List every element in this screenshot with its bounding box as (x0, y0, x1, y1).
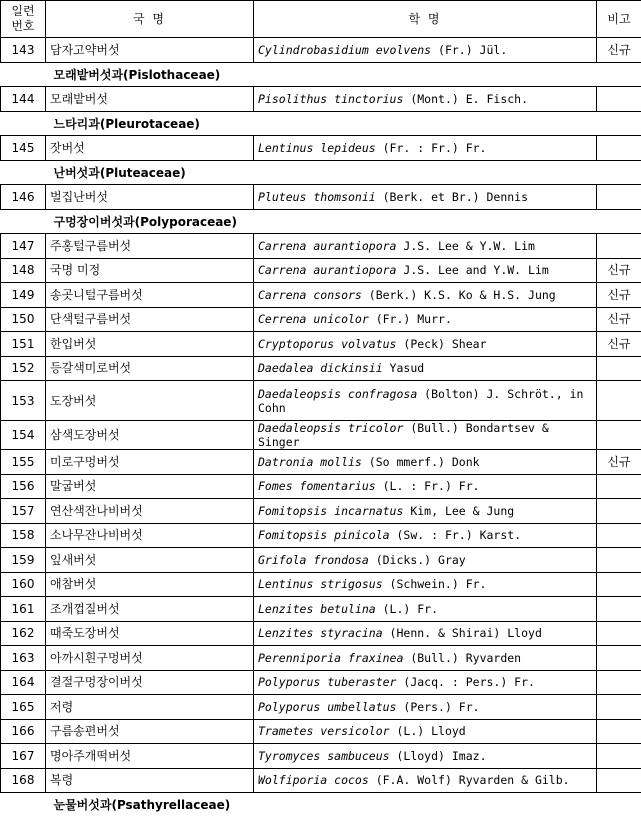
scientific-binomial: Tyromyces sambuceus (258, 748, 390, 763)
scientific-authority: Yasud (382, 361, 425, 376)
scientific-name-cell (254, 283, 597, 308)
scientific-binomial: Cerrena unicolor (258, 312, 369, 327)
scientific-name-cell (254, 381, 597, 421)
scientific-name-cell (254, 744, 597, 769)
korean-name-cell: 명아주개떡버섯 (46, 744, 254, 769)
table-row (1, 646, 641, 671)
serial-number-cell: 150 (1, 307, 46, 332)
scientific-authority: (L.) Lloyd (389, 724, 466, 739)
remarks-cell: 신규 (597, 307, 641, 332)
scientific-name-cell (254, 38, 597, 63)
scientific-binomial: Grifola frondosa (258, 552, 369, 567)
serial-number-cell: 165 (1, 695, 46, 720)
korean-name-cell: 벌집난버섯 (46, 185, 254, 210)
korean-name-cell: 결절구멍장이버섯 (46, 670, 254, 695)
remarks-cell: 신규 (597, 258, 641, 283)
scientific-name-cell (254, 670, 597, 695)
korean-name-cell: 국명 미정 (46, 258, 254, 283)
family-name: 느타리과(Pleurotaceae) (53, 116, 200, 131)
korean-name-cell: 삼색도장버섯 (46, 421, 254, 450)
remarks-cell (597, 185, 641, 210)
remarks-cell (597, 381, 641, 421)
korean-name-cell: 단색털구름버섯 (46, 307, 254, 332)
table-row (1, 258, 641, 283)
scientific-name-cell (254, 450, 597, 475)
scientific-authority: (Jacq. : Pers.) Fr. (396, 675, 535, 690)
korean-name-cell: 복령 (46, 768, 254, 793)
remarks-cell (597, 499, 641, 524)
serial-number-cell: 152 (1, 356, 46, 381)
scientific-binomial: Fomes fomentarius (258, 479, 376, 494)
serial-number-cell: 167 (1, 744, 46, 769)
scientific-binomial: Daedaleopsis confragosa (258, 386, 418, 401)
scientific-binomial: Wolfiporia cocos (258, 773, 369, 788)
korean-name-cell: 잣버섯 (46, 136, 254, 161)
scientific-name-cell (254, 597, 597, 622)
scientific-name-cell (254, 474, 597, 499)
korean-name-cell: 연산색잔나비버섯 (46, 499, 254, 524)
remarks-cell (597, 474, 641, 499)
scientific-binomial: Polyporus tuberaster (258, 675, 397, 690)
remarks-cell (597, 421, 641, 450)
korean-name-cell: 담자고약버섯 (46, 38, 254, 63)
scientific-name-cell (254, 234, 597, 259)
serial-number-cell: 162 (1, 621, 46, 646)
table-row (1, 548, 641, 573)
table-row (1, 234, 641, 259)
remarks-cell: 신규 (597, 283, 641, 308)
remarks-cell (597, 719, 641, 744)
table-row (1, 381, 641, 421)
scientific-authority: (Fr.) Jül. (431, 42, 508, 57)
serial-number-cell: 164 (1, 670, 46, 695)
family-heading-row (1, 793, 641, 817)
family-name: 난버섯과(Pluteaceae) (53, 165, 186, 180)
family-heading-row (1, 209, 641, 234)
serial-number-cell: 145 (1, 136, 46, 161)
korean-name-cell: 소나무잔나비버섯 (46, 523, 254, 548)
scientific-name-cell (254, 719, 597, 744)
remarks-cell (597, 136, 641, 161)
serial-number-cell: 163 (1, 646, 46, 671)
scientific-name-cell (254, 621, 597, 646)
table-row (1, 474, 641, 499)
serial-number-cell: 148 (1, 258, 46, 283)
korean-name-cell: 송곳니털구름버섯 (46, 283, 254, 308)
korean-name-cell: 저령 (46, 695, 254, 720)
scientific-authority: (Sw. : Fr.) Karst. (389, 528, 522, 543)
korean-name-cell: 도장버섯 (46, 381, 254, 421)
scientific-authority: (L. : Fr.) Fr. (375, 479, 480, 494)
serial-number-cell: 143 (1, 38, 46, 63)
serial-number-cell: 166 (1, 719, 46, 744)
scientific-authority: (L.) Fr. (375, 601, 439, 616)
serial-number-cell: 159 (1, 548, 46, 573)
table-row (1, 136, 641, 161)
remarks-cell (597, 87, 641, 112)
remarks-cell (597, 768, 641, 793)
scientific-authority: (Berk. et Br.) Dennis (375, 189, 529, 204)
table-row (1, 621, 641, 646)
serial-number-cell: 157 (1, 499, 46, 524)
scientific-name-cell (254, 572, 597, 597)
table-row (1, 356, 641, 381)
serial-number-cell: 156 (1, 474, 46, 499)
scientific-authority: (Fr.) Murr. (368, 312, 452, 327)
scientific-name-cell (254, 548, 597, 573)
scientific-binomial: Cylindrobasidium evolvens (258, 42, 432, 57)
korean-name-cell: 때죽도장버섯 (46, 621, 254, 646)
table-row (1, 283, 641, 308)
scientific-binomial: Daedalea dickinsii (258, 361, 383, 376)
table-row (1, 185, 641, 210)
family-heading-row (1, 111, 641, 136)
scientific-binomial: Fomitopsis incarnatus (258, 503, 404, 518)
scientific-authority: (Berk.) K.S. Ko & H.S. Jung (361, 287, 556, 302)
scientific-authority: Kim, Lee & Jung (403, 503, 515, 518)
remarks-cell (597, 597, 641, 622)
header-row (1, 1, 641, 38)
family-name: 모래밭버섯과(Pislothaceae) (53, 67, 221, 82)
korean-name-cell: 모래밭버섯 (46, 87, 254, 112)
scientific-binomial: Carrena consors (258, 287, 362, 302)
serial-number-cell: 153 (1, 381, 46, 421)
header-serial-number: 일련 번호 (1, 1, 46, 38)
remarks-cell (597, 234, 641, 259)
korean-name-cell: 등갈색미로버섯 (46, 356, 254, 381)
korean-name-cell: 주홍털구름버섯 (46, 234, 254, 259)
scientific-name-cell (254, 356, 597, 381)
scientific-binomial: Fomitopsis pinicola (258, 528, 390, 543)
table-row (1, 307, 641, 332)
family-name: 구멍장이버섯과(Polyporaceae) (53, 214, 237, 229)
scientific-binomial: Pisolithus tinctorius (258, 91, 404, 106)
scientific-authority: (Henn. & Shirai) Lloyd (382, 626, 542, 641)
korean-name-cell: 아까시흰구멍버섯 (46, 646, 254, 671)
remarks-cell (597, 744, 641, 769)
scientific-authority: (Bull.) Bondartsev & Singer (258, 421, 556, 449)
table-row (1, 768, 641, 793)
scientific-authority: (Schwein.) Fr. (382, 577, 487, 592)
scientific-name-cell (254, 646, 597, 671)
serial-number-cell: 155 (1, 450, 46, 475)
header-remarks: 비고 (597, 1, 641, 38)
korean-name-cell: 미로구멍버섯 (46, 450, 254, 475)
scientific-authority: (Mont.) E. Fisch. (403, 91, 529, 106)
scientific-name-cell (254, 307, 597, 332)
scientific-name-cell (254, 136, 597, 161)
scientific-name-cell (254, 695, 597, 720)
scientific-binomial: Trametes versicolor (258, 724, 390, 739)
serial-number-cell: 158 (1, 523, 46, 548)
korean-name-cell: 애참버섯 (46, 572, 254, 597)
scientific-binomial: Lentinus strigosus (258, 577, 383, 592)
table-row (1, 421, 641, 450)
scientific-binomial: Lenzites styracina (258, 626, 383, 641)
table-row (1, 719, 641, 744)
table-row (1, 332, 641, 357)
table-row (1, 450, 641, 475)
table-body (1, 38, 641, 817)
table-row (1, 744, 641, 769)
remarks-cell (597, 670, 641, 695)
remarks-cell (597, 621, 641, 646)
scientific-authority: J.S. Lee and Y.W. Lim (396, 263, 549, 278)
scientific-name-cell (254, 185, 597, 210)
scientific-name-cell (254, 421, 597, 450)
remarks-cell: 신규 (597, 450, 641, 475)
korean-name-cell: 잎새버섯 (46, 548, 254, 573)
family-heading-row (1, 160, 641, 185)
table-row (1, 38, 641, 63)
family-name: 눈물버섯과(Psathyrellaceae) (53, 798, 231, 813)
scientific-authority: (Fr. : Fr.) Fr. (375, 140, 487, 155)
serial-number-cell: 144 (1, 87, 46, 112)
scientific-authority: (Dicks.) Gray (368, 552, 466, 567)
korean-name-cell: 구름송편버섯 (46, 719, 254, 744)
table-row (1, 695, 641, 720)
table-row (1, 597, 641, 622)
scientific-authority: J.S. Lee & Y.W. Lim (396, 238, 535, 253)
scientific-authority: (So mmerf.) Donk (361, 454, 480, 469)
korean-name-cell: 말굽버섯 (46, 474, 254, 499)
remarks-cell (597, 572, 641, 597)
scientific-authority: (Bolton) J. Schröt., in Cohn (258, 386, 591, 415)
scientific-name-cell (254, 499, 597, 524)
scientific-binomial: Perenniporia fraxinea (258, 650, 404, 665)
remarks-cell: 신규 (597, 332, 641, 357)
table-row (1, 670, 641, 695)
scientific-binomial: Carrena aurantiopora (258, 263, 397, 278)
scientific-authority: (Pers.) Fr. (396, 699, 480, 714)
scientific-name-cell (254, 768, 597, 793)
table-row (1, 572, 641, 597)
scientific-name-cell (254, 332, 597, 357)
remarks-cell (597, 548, 641, 573)
scientific-binomial: Pluteus thomsonii (258, 189, 376, 204)
scientific-name-cell (254, 523, 597, 548)
scientific-binomial: Carrena aurantiopora (258, 238, 397, 253)
serial-number-cell: 151 (1, 332, 46, 357)
family-heading-row (1, 62, 641, 87)
scientific-authority: (Peck) Shear (396, 336, 487, 351)
table-row (1, 523, 641, 548)
scientific-binomial: Daedaleopsis tricolor (258, 421, 404, 435)
remarks-cell (597, 695, 641, 720)
header-korean-name: 국 명 (46, 1, 254, 38)
serial-number-cell: 154 (1, 421, 46, 450)
scientific-authority: (Lloyd) Imaz. (389, 748, 487, 763)
serial-number-cell: 146 (1, 185, 46, 210)
serial-number-cell: 161 (1, 597, 46, 622)
scientific-binomial: Polyporus umbellatus (258, 699, 397, 714)
remarks-cell (597, 523, 641, 548)
remarks-cell (597, 646, 641, 671)
scientific-binomial: Datronia mollis (258, 454, 362, 469)
scientific-authority: (F.A. Wolf) Ryvarden & Gilb. (368, 773, 570, 788)
scientific-authority: (Bull.) Ryvarden (403, 650, 522, 665)
table-row (1, 499, 641, 524)
serial-number-cell: 160 (1, 572, 46, 597)
serial-number-cell: 168 (1, 768, 46, 793)
serial-number-cell: 147 (1, 234, 46, 259)
scientific-binomial: Cryptoporus volvatus (258, 336, 397, 351)
remarks-cell (597, 356, 641, 381)
korean-name-cell: 조개껍질버섯 (46, 597, 254, 622)
header-scientific-name: 학 명 (254, 1, 597, 38)
scientific-name-cell (254, 87, 597, 112)
remarks-cell: 신규 (597, 38, 641, 63)
serial-number-cell: 149 (1, 283, 46, 308)
korean-name-cell: 한입버섯 (46, 332, 254, 357)
scientific-binomial: Lenzites betulina (258, 601, 376, 616)
table-row (1, 87, 641, 112)
scientific-name-cell (254, 258, 597, 283)
scientific-binomial: Lentinus lepideus (258, 140, 376, 155)
